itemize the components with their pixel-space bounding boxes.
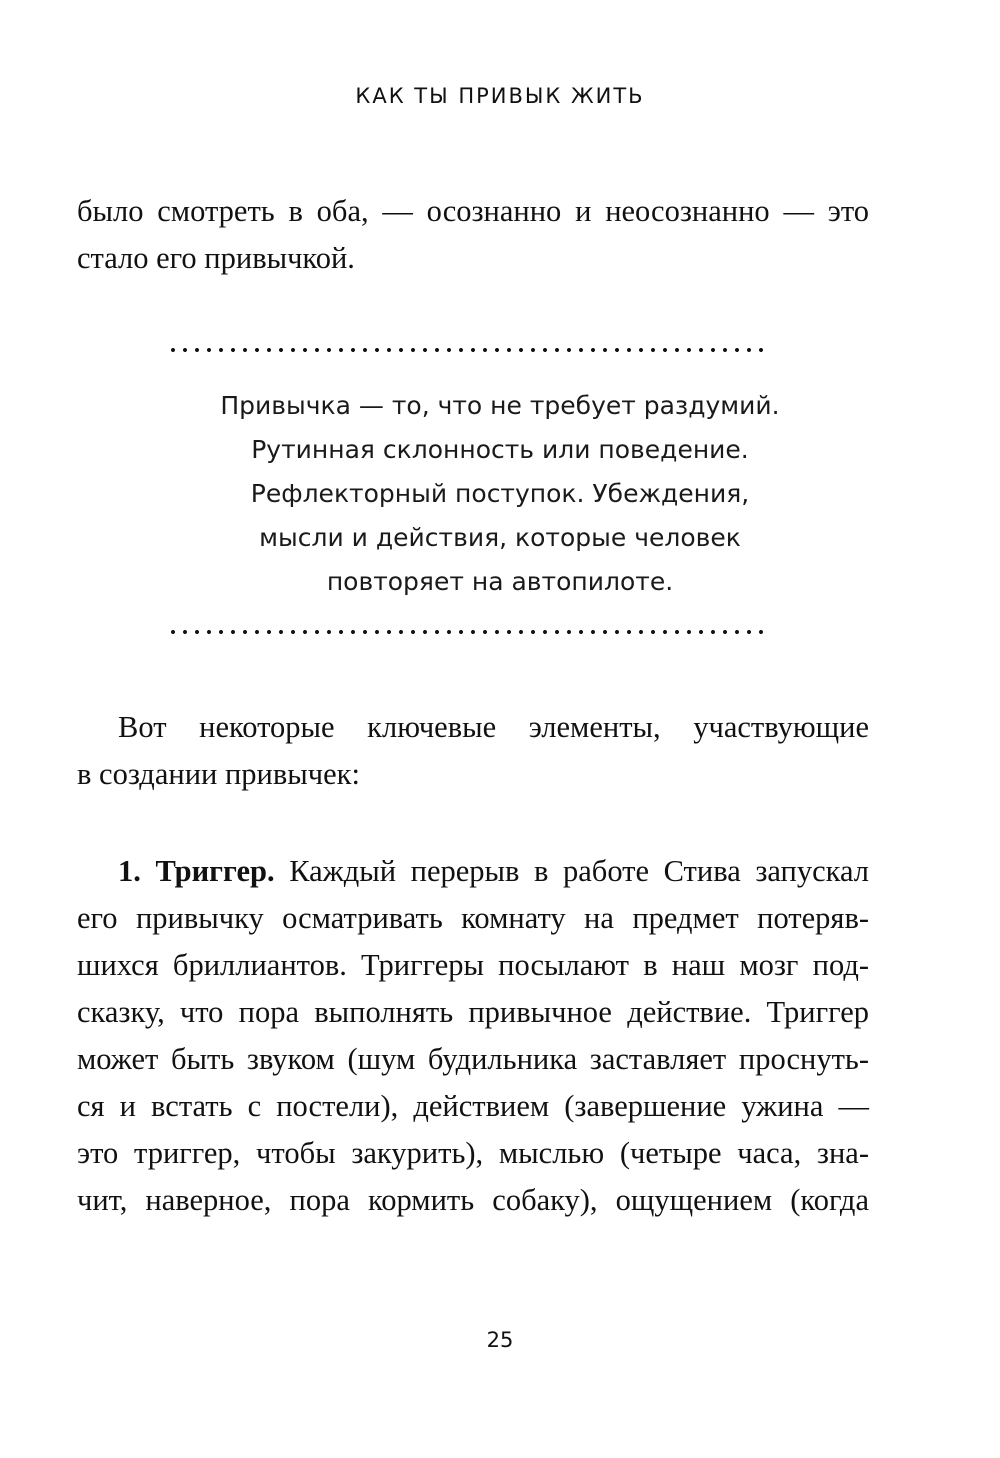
text-line: Вот некоторые ключевые элементы, участвующие: [118, 710, 869, 744]
dotted-divider-bottom: [167, 628, 771, 636]
text-line: сказку, что пора выполнять привычное действие. Триггер: [77, 995, 869, 1029]
callout-line: мысли и действия, которые человек: [259, 523, 741, 552]
callout-line: Рутинная склонность или поведение.: [251, 435, 749, 464]
list-item-first-line: [118, 848, 869, 895]
text-line: в создании привычек:: [77, 757, 360, 791]
callout-definition: [140, 384, 860, 604]
text-line: чит, наверное, пора кормить собаку), ощущением (когда: [77, 1183, 869, 1217]
text-line: это триггер, чтобы закурить), мыслью (четыре часа, зна-: [77, 1136, 869, 1170]
callout-line: Привычка — то, что не требует раздумий.: [220, 391, 780, 420]
callout-line: Рефлекторный поступок. Убеждения,: [250, 479, 750, 508]
text-line: может быть звуком (шум будильника заставляет проснуть-: [77, 1042, 869, 1076]
text-line: было смотреть в оба, — осознанно и неосознанно — это: [77, 194, 869, 228]
text-line: шихся бриллиантов. Триггеры посылают в наш мозг под-: [77, 948, 869, 982]
list-item-title: 1. Триггер.: [118, 854, 275, 888]
text-line: его привычку осматривать комнату на предмет потеряв-: [77, 901, 869, 935]
callout-line: повторяет на автопилоте.: [326, 567, 674, 596]
running-header: КАК ТЫ ПРИВЫК ЖИТЬ: [355, 84, 645, 108]
dotted-divider-top: [167, 346, 771, 354]
text-line: ся и встать с постели), действием (завершение ужина —: [77, 1089, 869, 1123]
page-number: 25: [486, 1328, 514, 1352]
text-line: стало его привычкой.: [77, 241, 355, 275]
list-item-text: Каждый перерыв в работе Стива запускал: [274, 854, 870, 888]
